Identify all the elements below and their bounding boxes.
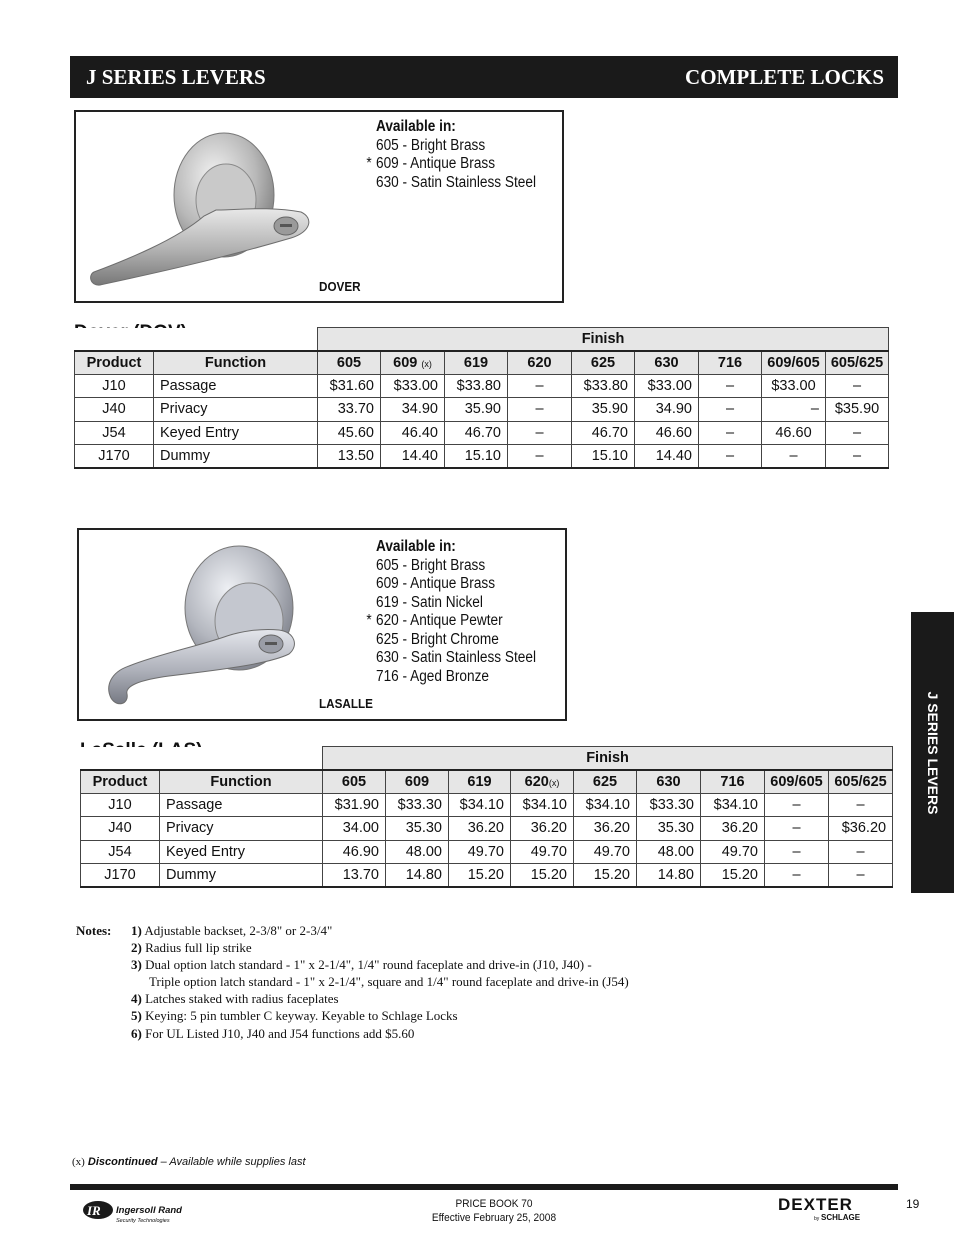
column-header: 619 [449, 770, 511, 793]
dover-model-name: DOVER [319, 279, 361, 294]
column-header: Product [75, 351, 154, 374]
page-header [70, 56, 898, 98]
dexter-logo [776, 1195, 888, 1228]
finish-item: 609 - Antique Brass [376, 575, 496, 592]
column-header: 609/605 [765, 770, 829, 793]
table-row: J170 Dummy 13.50 14.40 15.10 – 15.10 14.40 – – – [75, 444, 889, 467]
note-item: 1) Adjustable backset, 2-3/8" or 2-3/4" [131, 923, 333, 938]
dover-price-table [74, 327, 889, 469]
table-header-row [75, 351, 889, 374]
column-header: Product [81, 770, 160, 793]
table-row: J40 Privacy 34.00 35.30 36.20 36.20 36.20 35.30 36.20 – $36.20 [81, 817, 893, 840]
table-row: J10 Passage $31.90 $33.30 $34.10 $34.10 $34.10 $33.30 $34.10 – – [81, 793, 893, 816]
column-header: 716 [699, 351, 762, 374]
table-row: J54 Keyed Entry 45.60 46.40 46.70 – 46.70 46.60 – 46.60 – [75, 421, 889, 444]
finish-item: 605 - Bright Brass [376, 136, 486, 154]
discontinued-mark: (x) [421, 358, 432, 369]
footer-line-2: Effective February 25, 2008 [431, 1212, 557, 1224]
note-item: 2) Radius full lip strike [131, 940, 252, 956]
finish-header: Finish [318, 328, 889, 351]
svg-text:IR: IR [87, 1203, 101, 1218]
footer-line-1: PRICE BOOK 70 [455, 1198, 533, 1210]
ir-sub-text: Security Technologies [116, 1218, 170, 1224]
column-header: Function [154, 351, 318, 374]
available-title: Available in: [376, 538, 456, 555]
discontinued-mark: (x) [548, 777, 560, 788]
column-header: 609/605 [762, 351, 826, 374]
column-header: 605/625 [829, 770, 893, 793]
finish-item: 619 - Satin Nickel [376, 593, 483, 611]
column-header: 619 [445, 351, 508, 374]
table-row: J40 Privacy 33.70 34.90 35.90 – 35.90 34.90 – – $35.90 [75, 398, 889, 421]
footer-price-book [402, 1197, 586, 1225]
note-item: 6) For UL Listed J10, J40 and J54 functions add $5.60 [131, 1025, 415, 1041]
lasalle-price-table [80, 746, 893, 888]
finish-item: 716 - Aged Bronze [376, 667, 489, 685]
column-header: 620(x) [511, 770, 574, 793]
finish-item: 605 - Bright Brass [376, 556, 486, 574]
table-header-row [81, 770, 893, 793]
column-header: 609 [386, 770, 449, 793]
finish-item: 625 - Bright Chrome [376, 630, 499, 648]
column-header: 609 (x) [381, 351, 445, 374]
header-left-title: J SERIES LEVERS [86, 64, 266, 89]
ir-brand-text: Ingersoll Rand [116, 1205, 182, 1216]
finish-item: * 620 - Antique Pewter [366, 612, 503, 629]
ingersoll-rand-logo [82, 1200, 202, 1231]
column-header: 630 [635, 351, 699, 374]
table-row: J170 Dummy 13.70 14.80 15.20 15.20 15.20 14.80 15.20 – – [81, 863, 893, 886]
column-header: Function [160, 770, 323, 793]
dover-product-box [74, 110, 564, 303]
discontinued-disclaimer: (x) Discontinued – Available while supplies last [72, 1156, 306, 1168]
lasalle-model-name: LASALLE [319, 696, 373, 711]
dexter-wordmark: DEXTER [778, 1195, 853, 1214]
side-tab-label: J SERIES LEVERS [924, 691, 941, 814]
available-title: Available in: [376, 118, 456, 135]
column-header: 625 [572, 351, 635, 374]
lasalle-available-list [366, 538, 536, 686]
note-item-continuation: Triple option latch standard - 1" x 2-1/4", square and 1/4" round faceplate and drive-in (J54) [149, 974, 629, 990]
finish-item: 630 - Satin Stainless Steel [376, 173, 536, 191]
note-item: 3) Dual option latch standard - 1" x 2-1/4", 1/4" round faceplate and drive-in (J10, J40) - [131, 957, 592, 973]
column-header: 605 [323, 770, 386, 793]
table-row: J10 Passage $31.60 $33.00 $33.80 – $33.80 $33.00 – $33.00 – [75, 374, 889, 397]
finish-item: 630 - Satin Stainless Steel [376, 649, 536, 666]
page-number: 19 [906, 1197, 920, 1211]
schlage-wordmark: SCHLAGE [821, 1213, 861, 1222]
dover-available-list [366, 118, 536, 192]
finish-item: * 609 - Antique Brass [366, 155, 496, 172]
notes-list [131, 922, 771, 1042]
note-item: 4) Latches staked with radius faceplates [131, 991, 339, 1007]
table-row: J54 Keyed Entry 46.90 48.00 49.70 49.70 49.70 48.00 49.70 – – [81, 840, 893, 863]
column-header: 625 [574, 770, 637, 793]
lasalle-lever-image [99, 536, 339, 716]
notes-label: Notes: [76, 923, 112, 938]
note-item: 5) Keying: 5 pin tumbler C keyway. Keyable to Schlage Locks [131, 1008, 458, 1024]
column-header: 716 [701, 770, 765, 793]
side-section-tab[interactable] [911, 612, 954, 893]
lasalle-product-box [77, 528, 567, 721]
column-header: 620 [508, 351, 572, 374]
column-header: 605/625 [826, 351, 889, 374]
finish-header: Finish [323, 747, 893, 770]
column-header: 630 [637, 770, 701, 793]
column-header: 605 [318, 351, 381, 374]
footer-rule [70, 1184, 898, 1190]
header-right-title: COMPLETE LOCKS [685, 64, 884, 89]
dover-lever-image [86, 120, 326, 300]
by-text: by [814, 1216, 820, 1222]
